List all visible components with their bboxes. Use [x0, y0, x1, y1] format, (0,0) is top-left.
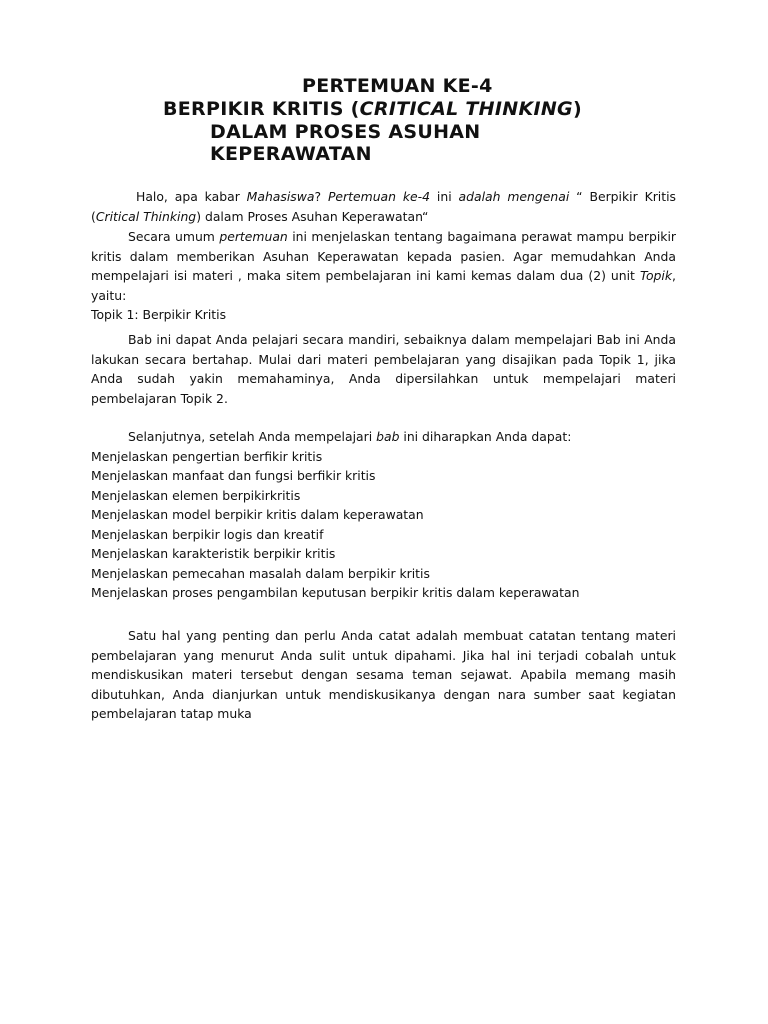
- title-line-4: KEPERAWATAN: [210, 143, 372, 165]
- scope-paragraph: [91, 227, 676, 325]
- intro-s3: ?: [314, 189, 328, 204]
- intro-s7: “ Berpikir Kritis (: [91, 189, 676, 224]
- title-line-3: DALAM PROSES ASUHAN: [210, 121, 481, 143]
- scope-s2: pertemuan: [219, 229, 288, 244]
- study-text: Bab ini dapat Anda pelajari secara mandiri, sebaiknya dalam mempelajari Bab ini Anda lakukan secara bertahap. Mulai dari materi pembelajaran yang disajikan pada Topik 1, jika Anda sudah yakin memahaminya, Anda dipersilahkan untuk mempelajari materi pembelajaran Topik 2.: [91, 332, 676, 406]
- title-line-1: PERTEMUAN KE-4: [302, 75, 493, 97]
- objectives-section: [91, 427, 676, 603]
- study-paragraph: [91, 330, 676, 408]
- intro-text: [91, 187, 676, 226]
- notes-paragraph: [91, 626, 676, 724]
- title-line-2-part-c: ): [572, 98, 582, 120]
- objective-item: Menjelaskan pengertian berfikir kritis: [91, 448, 323, 464]
- objectives-s1: Selanjutnya, setelah Anda mempelajari: [128, 429, 377, 444]
- objective-item: Menjelaskan proses pengambilan keputusan berpikir kritis dalam keperawatan: [91, 585, 580, 600]
- objectives-intro: [91, 427, 676, 447]
- scope-s5: , yaitu:: [91, 268, 676, 303]
- scope-text: [91, 227, 676, 305]
- intro-paragraph: [91, 187, 676, 226]
- objective-item: Menjelaskan berpikir logis dan kreatif: [91, 526, 324, 542]
- objective-item: Menjelaskan model berpikir kritis dalam keperawatan: [91, 507, 424, 522]
- objective-item: Menjelaskan manfaat dan fungsi berfikir kritis: [91, 468, 376, 483]
- scope-s3: ini menjelaskan tentang bagaimana perawat mampu berpikir kritis dalam memberikan Asuhan Keperawatan kepada pasien. Agar memudahkan Anda mempelajari isi materi , maka sitem pembelajaran ini kami kemas dalam dua (2) unit: [91, 229, 676, 283]
- objective-item: Menjelaskan karakteristik berpikir kritis: [91, 546, 336, 561]
- title-line-2-part-a: BERPIKIR KRITIS (: [163, 98, 360, 120]
- title-line-2: [163, 98, 582, 120]
- objective-item: Menjelaskan pemecahan masalah dalam berpikir kritis: [91, 565, 430, 581]
- intro-s8: Critical Thinking: [95, 208, 197, 224]
- intro-s9: ) dalam Proses Asuhan Keperawatan“: [196, 208, 429, 224]
- intro-s1: Halo, apa kabar: [136, 189, 247, 204]
- scope-s1: Secara umum: [128, 229, 220, 244]
- objective-item: Menjelaskan elemen berpikirkritis: [91, 487, 301, 503]
- intro-s5: ini: [430, 189, 459, 204]
- intro-s6: adalah mengenai: [458, 189, 570, 204]
- notes-text: Satu hal yang penting dan perlu Anda catat adalah membuat catatan tentang materi pembelajaran yang menurut Anda sulit untuk dipahami. Jika hal ini terjadi cobalah untuk mendiskusikan materi tersebut dengan sesama teman sejawat. Apabila memang masih dibutuhkan, Anda dianjurkan untuk mendiskusikanya dengan nara sumber saat kegiatan pembelajaran tatap muka: [91, 628, 676, 721]
- objectives-s3: ini diharapkan Anda dapat:: [399, 429, 572, 444]
- objectives-s2: bab: [376, 429, 400, 444]
- topic-line: Topik 1: Berpikir Kritis: [91, 307, 227, 322]
- intro-s2: Mahasiswa: [246, 189, 315, 204]
- scope-s4: Topik: [639, 268, 673, 283]
- intro-s4: Pertemuan ke-4: [327, 189, 431, 204]
- title-line-2-italic: CRITICAL THINKING: [359, 98, 573, 120]
